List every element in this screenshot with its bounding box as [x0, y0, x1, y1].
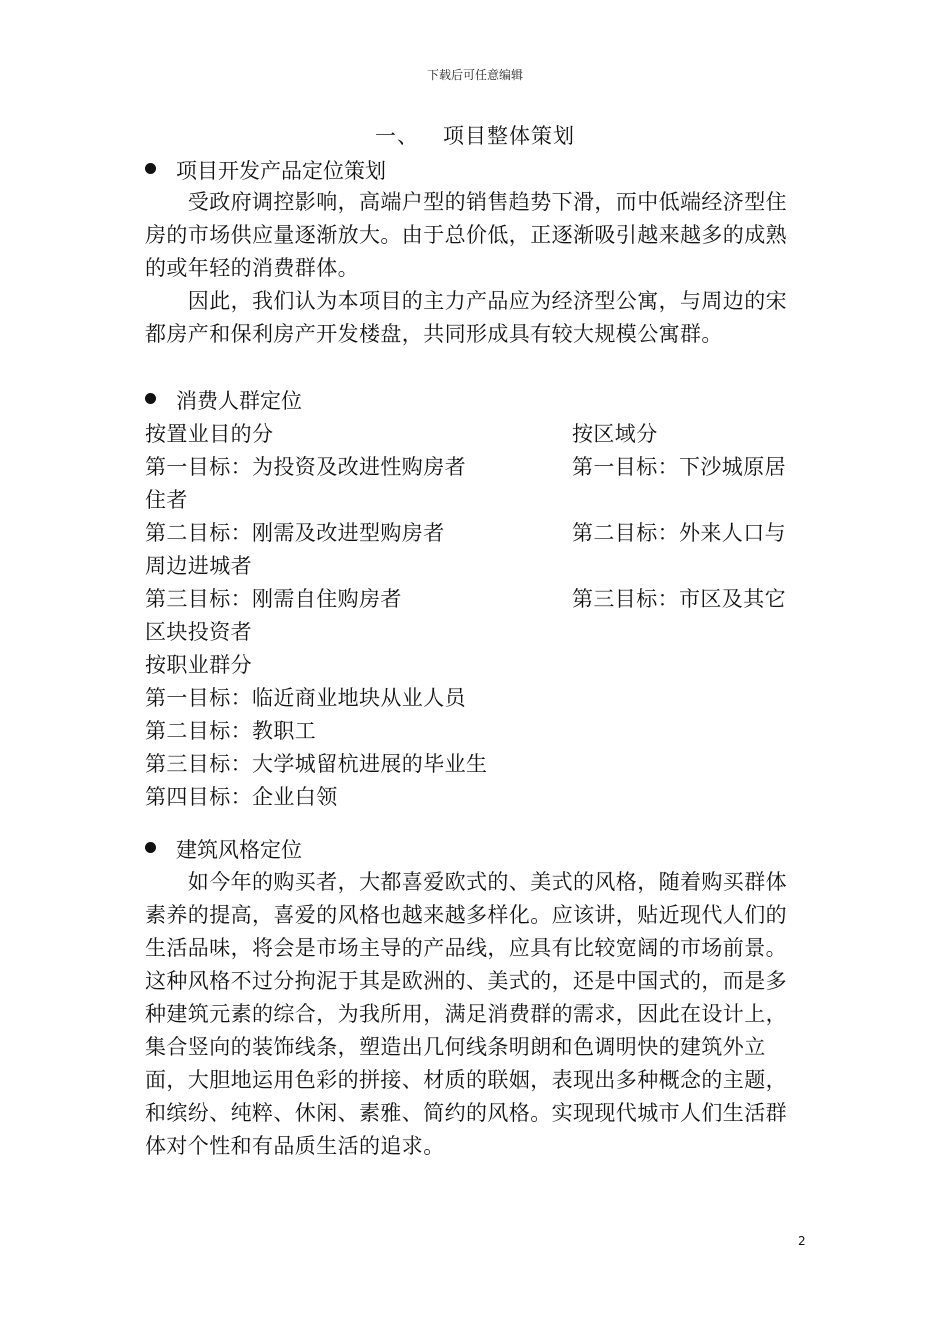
bullet-icon [145, 393, 156, 404]
bullet-icon [145, 163, 156, 174]
section-heading-text: 项目开发产品定位策划 [176, 159, 386, 183]
right-column-heading: 按区域分 [572, 422, 658, 446]
target-region-3-wrap: 区块投资者 [145, 620, 252, 644]
bullet-icon [145, 842, 156, 853]
chapter-title-text: 项目整体策划 [443, 124, 575, 148]
target-region-2-wrap: 周边进城者 [145, 554, 252, 578]
chapter-number: 一、 [375, 124, 419, 148]
left-column-heading: 按置业目的分 [145, 422, 274, 446]
chapter-title [0, 120, 950, 150]
paragraph-architecture: 如今年的购买者，大都喜爱欧式的、美式的风格，随着购买群体素养的提高，喜爱的风格也越来越多样化。应该讲，贴近现代人们的生活品味，将会是市场主导的产品线，应具有比较宽阔的市场前景。这种风格不过分拘泥于其是欧洲的、美式的，还是中国式的，而是多种建筑元素的综合，为我所用，满足消费群的需求，因此在设计上，集合竖向的装饰线条，塑造出几何线条明朗和色调明快的建筑外立面，大胆地运用色彩的拼接、材质的联姻，表现出多种概念的主题，和缤纷、纯粹、休闲、素雅、简约的风格。实现现代城市人们生活群体对个性和有品质生活的追求。 [145, 870, 787, 1158]
target-purpose-2: 第二目标：刚需及改进型购房者 [145, 521, 445, 545]
occupation-heading: 按职业群分 [145, 653, 252, 677]
target-job-4: 第四目标：企业白领 [145, 785, 338, 809]
page-header-note: 下载后可任意编辑 [426, 68, 523, 82]
paragraph-conclusion: 因此，我们认为本项目的主力产品应为经济型公寓，与周边的宋都房产和保利房产开发楼盘，共同形成具有较大规模公寓群。 [145, 289, 787, 346]
target-purpose-1: 第一目标：为投资及改进性购房者 [145, 455, 466, 479]
section-heading-text: 建筑风格定位 [176, 838, 302, 862]
target-region-1-wrap: 住者 [145, 488, 188, 512]
paragraph-market: 受政府调控影响，高端户型的销售趋势下滑，而中低端经济型住房的市场供应量逐渐放大。由于总价低，正逐渐吸引越来越多的成熟的或年轻的消费群体。 [145, 190, 787, 280]
section-heading-style [145, 834, 302, 864]
section-heading-product [145, 155, 386, 185]
target-region-1: 第一目标：下沙城原居 [572, 455, 786, 479]
target-job-1: 第一目标：临近商业地块从业人员 [145, 686, 466, 710]
section-heading-text: 消费人群定位 [176, 389, 302, 413]
target-region-2: 第二目标：外来人口与 [572, 521, 786, 545]
section-heading-consumers [145, 385, 302, 415]
target-job-2: 第二目标：教职工 [145, 719, 317, 743]
target-purpose-3: 第三目标：刚需自住购房者 [145, 587, 402, 611]
page-number: 2 [798, 1234, 806, 1248]
target-job-3: 第三目标：大学城留杭进展的毕业生 [145, 752, 488, 776]
target-region-3: 第三目标：市区及其它 [572, 587, 786, 611]
